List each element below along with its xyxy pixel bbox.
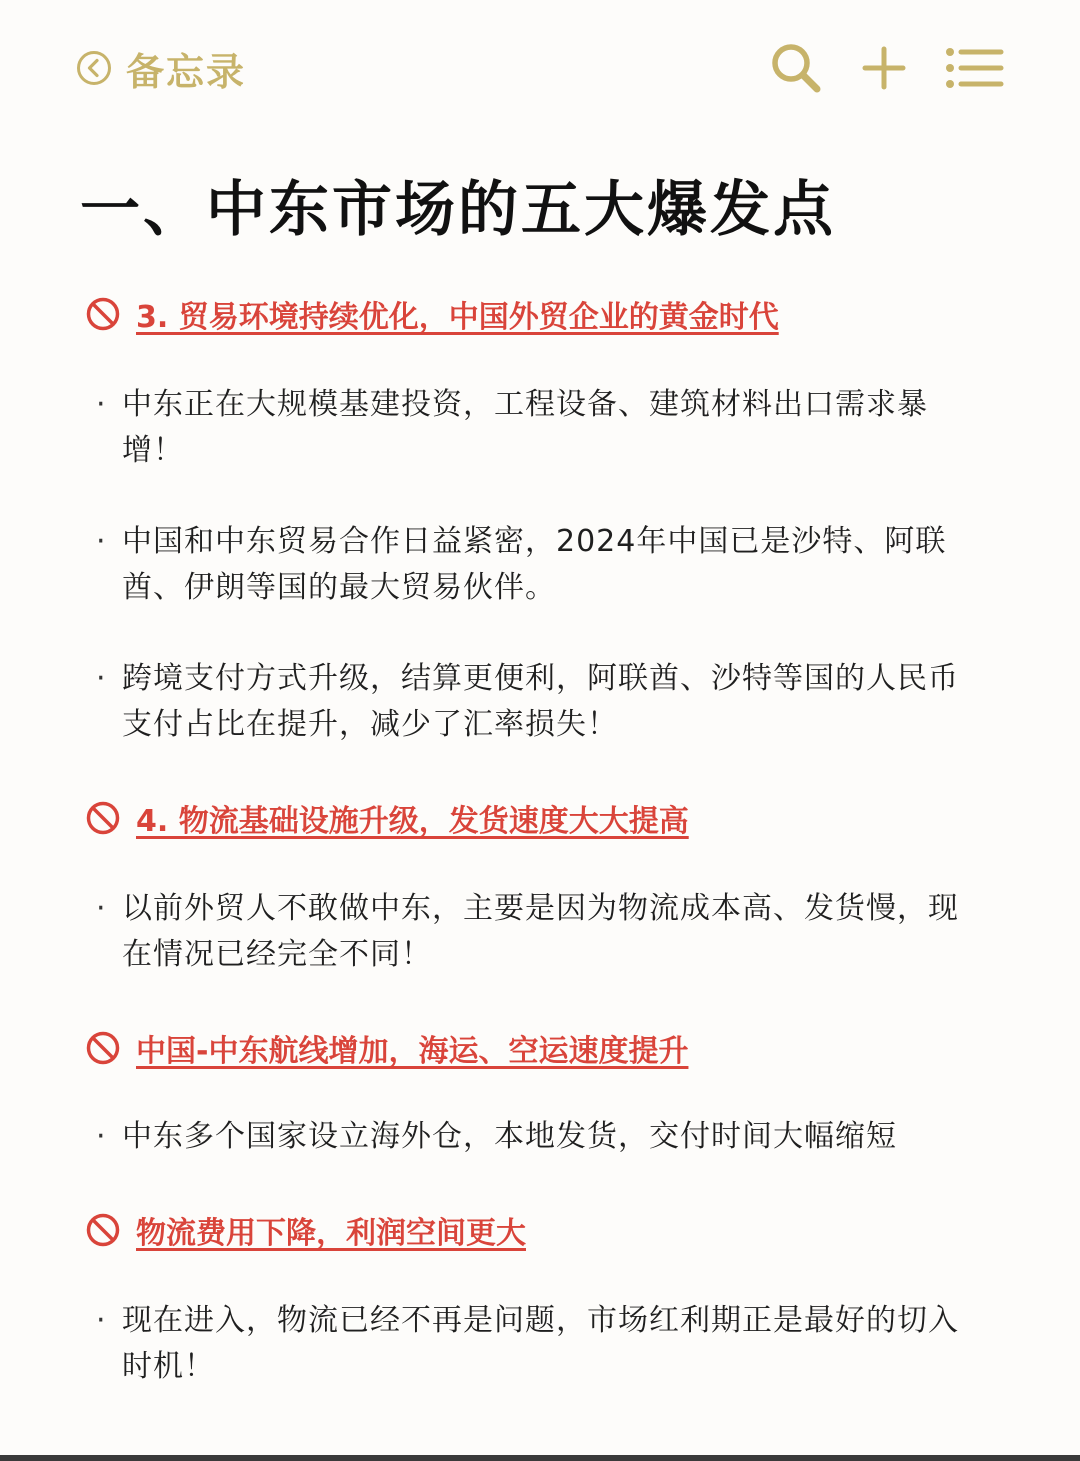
list-item (96, 1114, 980, 1160)
search-icon (768, 40, 824, 96)
list-menu-button[interactable] (944, 38, 1004, 98)
back-button[interactable] (76, 44, 246, 92)
list-item-text: 中东正在大规模基建投资，工程设备、建筑材料出口需求暴增！ (122, 387, 928, 468)
bullet-dot: · (96, 1303, 106, 1338)
section-heading-text: 物流费用下降，利润空间更大 (136, 1216, 526, 1251)
list-item-text: 跨境支付方式升级，结算更便利，阿联酋、沙特等国的人民币支付占比在提升，减少了汇率损失！ (122, 661, 959, 742)
section-heading (86, 1028, 688, 1068)
page-title: 一、中东市场的五大爆发点 (80, 175, 836, 245)
bullet-dot: · (96, 661, 106, 696)
section-heading (86, 1210, 526, 1250)
list-item-text: 现在进入，物流已经不再是问题，市场红利期正是最好的切入时机！ (122, 1303, 959, 1384)
top-bar (0, 0, 1080, 140)
list-item (96, 656, 980, 748)
section-heading (86, 294, 779, 334)
back-label: 备忘录 (126, 49, 247, 94)
bullet-dot: · (96, 1119, 106, 1154)
list-item (96, 519, 980, 611)
list-item-text: 以前外贸人不敢做中东，主要是因为物流成本高、发货慢，现在情况已经完全不同！ (122, 891, 959, 972)
search-button[interactable] (766, 38, 826, 98)
prohibited-icon (86, 1213, 120, 1247)
section-heading-text: 4. 物流基础设施升级，发货速度大大提高 (136, 804, 689, 839)
list-item (96, 886, 980, 978)
list-item (96, 382, 980, 474)
prohibited-icon (86, 801, 120, 835)
prohibited-icon (86, 1031, 120, 1065)
add-button[interactable] (854, 38, 914, 98)
bullet-dot: · (96, 891, 106, 926)
section-heading (86, 798, 689, 838)
section-heading-text: 中国-中东航线增加，海运、空运速度提升 (136, 1034, 689, 1069)
list-icon (944, 46, 1004, 90)
bullet-dot: · (96, 387, 106, 422)
list-item-text: 中国和中东贸易合作日益紧密，2024年中国已是沙特、阿联酋、伊朗等国的最大贸易伙伴。 (122, 524, 947, 605)
bullet-dot: · (96, 524, 106, 559)
prohibited-icon (86, 297, 120, 331)
plus-icon (862, 46, 906, 90)
bottom-edge (0, 1455, 1080, 1461)
section-heading-text: 3. 贸易环境持续优化，中国外贸企业的黄金时代 (136, 300, 779, 335)
chevron-left-icon (76, 50, 112, 86)
list-item-text: 中东多个国家设立海外仓，本地发货，交付时间大幅缩短 (122, 1119, 897, 1154)
list-item (96, 1298, 980, 1390)
